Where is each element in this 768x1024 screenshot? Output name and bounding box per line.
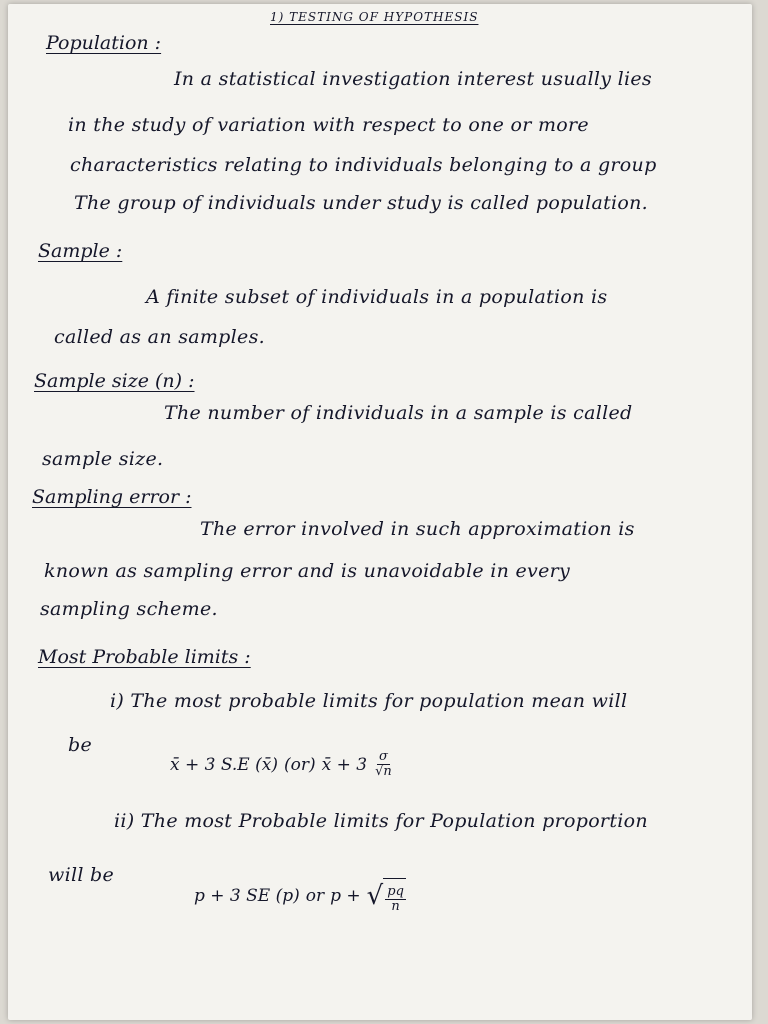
sample-size-line-2: sample size. — [42, 448, 164, 470]
fraction-denominator: n — [391, 899, 400, 914]
proportion-limit-formula — [194, 878, 406, 914]
population-line-4: The group of individuals under study is called population. — [74, 192, 649, 214]
sampling-error-heading: Sampling error : — [32, 486, 192, 508]
population-heading: Population : — [46, 32, 162, 54]
sample-line-1: A finite subset of individuals in a population is — [146, 286, 608, 308]
mean-formula-or: (or) — [283, 754, 316, 775]
sample-heading: Sample : — [38, 240, 123, 262]
population-line-3: characteristics relating to individuals belonging to a group — [70, 154, 657, 176]
mean-formula-part2: x̄ + 3 — [321, 754, 368, 775]
most-probable-heading: Most Probable limits : — [38, 646, 251, 668]
sample-size-heading: Sample size (n) : — [34, 370, 195, 392]
mean-formula-part1: x̄ + 3 S.E (x̄) — [170, 754, 278, 775]
proportion-formula-part2: p + — [330, 886, 361, 906]
mean-limit-formula — [170, 750, 392, 779]
proportion-limit-line-2: will be — [48, 864, 115, 886]
proportion-limit-line-1: ii) The most Probable limits for Population proportion — [114, 810, 648, 832]
page-title: 1) TESTING OF HYPOTHESIS — [270, 10, 479, 24]
fraction-denominator: √n — [375, 764, 392, 779]
proportion-formula-fraction — [385, 885, 406, 914]
radical-icon: √ — [366, 881, 384, 911]
square-root — [367, 878, 406, 914]
mean-limit-line-1: i) The most probable limits for population mean will — [110, 690, 628, 712]
sampling-error-line-1: The error involved in such approximation is — [200, 518, 635, 540]
fraction-numerator: pq — [387, 884, 404, 899]
notebook-page — [8, 4, 752, 1020]
mean-formula-fraction — [375, 750, 392, 779]
fraction-numerator: σ — [378, 749, 388, 764]
population-line-2: in the study of variation with respect to one or more — [68, 114, 589, 136]
sampling-error-line-2: known as sampling error and is unavoidable in every — [44, 560, 571, 582]
proportion-formula-or: or — [305, 886, 325, 906]
mean-limit-line-2: be — [68, 734, 93, 756]
sampling-error-line-3: sampling scheme. — [40, 598, 218, 620]
sample-size-line-1: The number of individuals in a sample is called — [164, 402, 633, 424]
sample-line-2: called as an samples. — [54, 326, 265, 348]
proportion-formula-part1: p + 3 SE (p) — [194, 886, 300, 906]
population-line-1: In a statistical investigation interest usually lies — [174, 68, 652, 90]
